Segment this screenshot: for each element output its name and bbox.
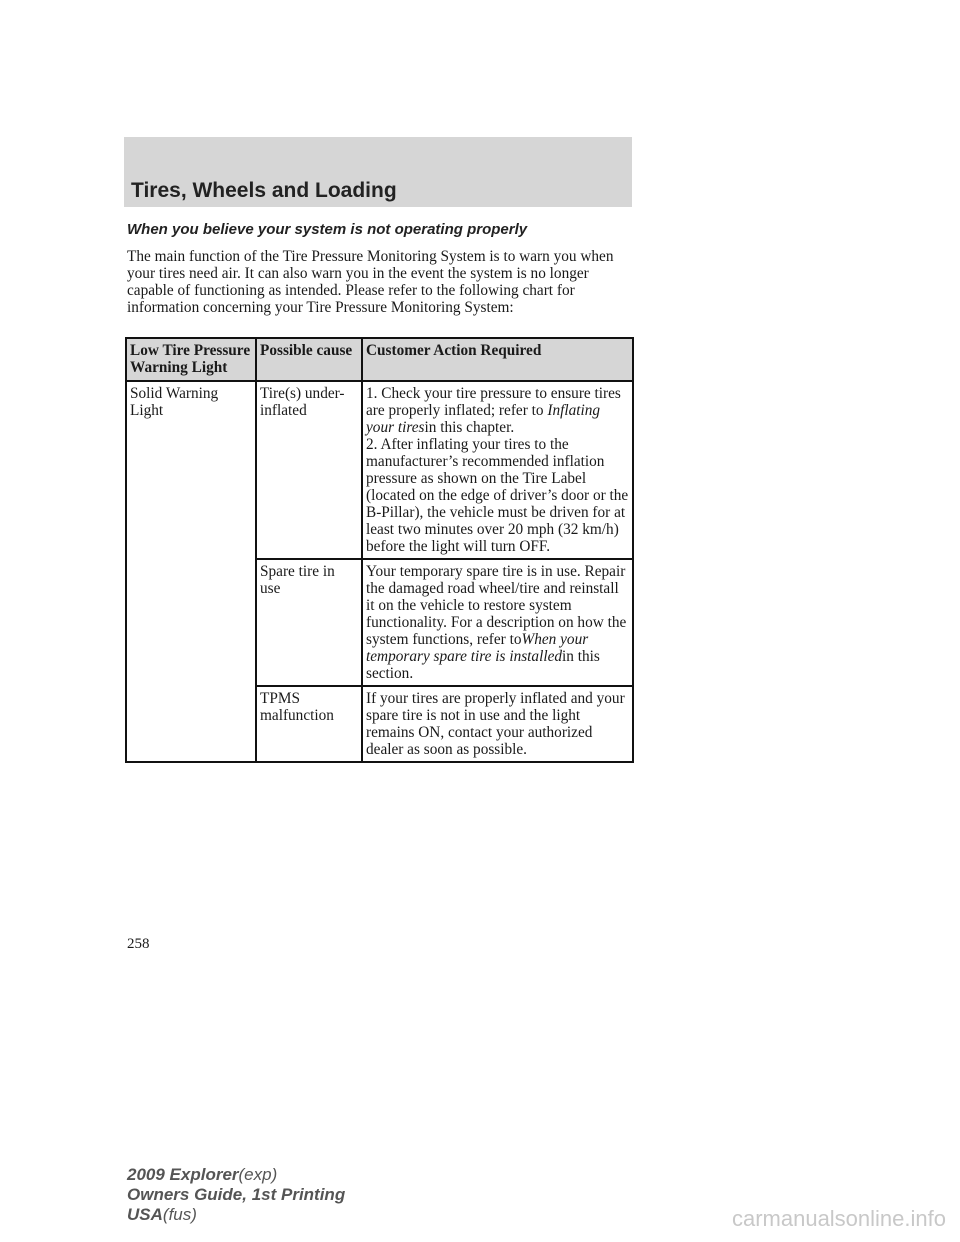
action-text: 2. After inflating your tires to the manufacturer’s recommended inflation pressure as shown on the Tire Label (located on the edge of driver’s door or the B-Pillar), the vehicle must be driven for at least two minutes over 20 mph (32 km/h) before the light will turn OFF. [366, 436, 629, 555]
cause-cell: Tire(s) under-inflated [256, 381, 362, 559]
site-watermark: carmanualsonline.info [731, 1206, 946, 1231]
column-header-possible-cause: Possible cause [256, 338, 362, 381]
table-row [126, 559, 633, 686]
warning-light-cell: Solid Warning Light [126, 381, 256, 559]
warning-light-cell-continued [126, 686, 256, 762]
cross-reference: When your temporary spare tire is installed [366, 631, 589, 665]
action-cell [362, 559, 633, 686]
intro-paragraph: The main function of the Tire Pressure Monitoring System is to warn you when your tires need air. It can also warn you in the event the system is no longer capable of functioning as intended. Please refer to the following chart for information concerning your Tire Pressure Monitoring System: [127, 248, 614, 316]
section-heading: When you believe your system is not operating properly [127, 221, 528, 238]
footer-model: 2009 Explorer [127, 1165, 239, 1184]
table-row [126, 381, 633, 559]
cause-cell: Spare tire in use [256, 559, 362, 686]
footer-market: USA [127, 1205, 163, 1224]
action-text: 1. Check your tire pressure to ensure tires are properly inflated; refer to [366, 385, 621, 419]
cause-cell: TPMS malfunction [256, 686, 362, 762]
action-text: in this chapter. [424, 419, 515, 436]
footer-printing: Owners Guide, 1st Printing [127, 1185, 346, 1204]
warning-light-cell-continued [126, 559, 256, 686]
chapter-header-band [124, 137, 632, 207]
action-text: Your temporary spare tire is in use. Repair the damaged road wheel/tire and reinstall it on the vehicle to restore system functionality. For a description on how the system functions, refer to [366, 563, 627, 648]
action-cell [362, 381, 633, 559]
page-number: 258 [127, 936, 150, 952]
cross-reference: Inflating your tires [366, 402, 601, 436]
column-header-customer-action: Customer Action Required [362, 338, 633, 381]
action-text: in this section. [366, 648, 600, 682]
tpms-troubleshooting-table [125, 337, 634, 763]
table-header-row [126, 338, 633, 381]
footer-market-code: (fus) [162, 1205, 197, 1224]
table-row [126, 686, 633, 762]
chapter-title: Tires, Wheels and Loading [131, 179, 397, 202]
print-footer [127, 1165, 345, 1225]
footer-model-code: (exp) [238, 1165, 278, 1184]
action-cell: If your tires are properly inflated and your spare tire is not in use and the light remains ON, contact your authorized dealer as soon as possible. [362, 686, 633, 762]
column-header-warning-light: Low Tire Pressure Warning Light [126, 338, 256, 381]
